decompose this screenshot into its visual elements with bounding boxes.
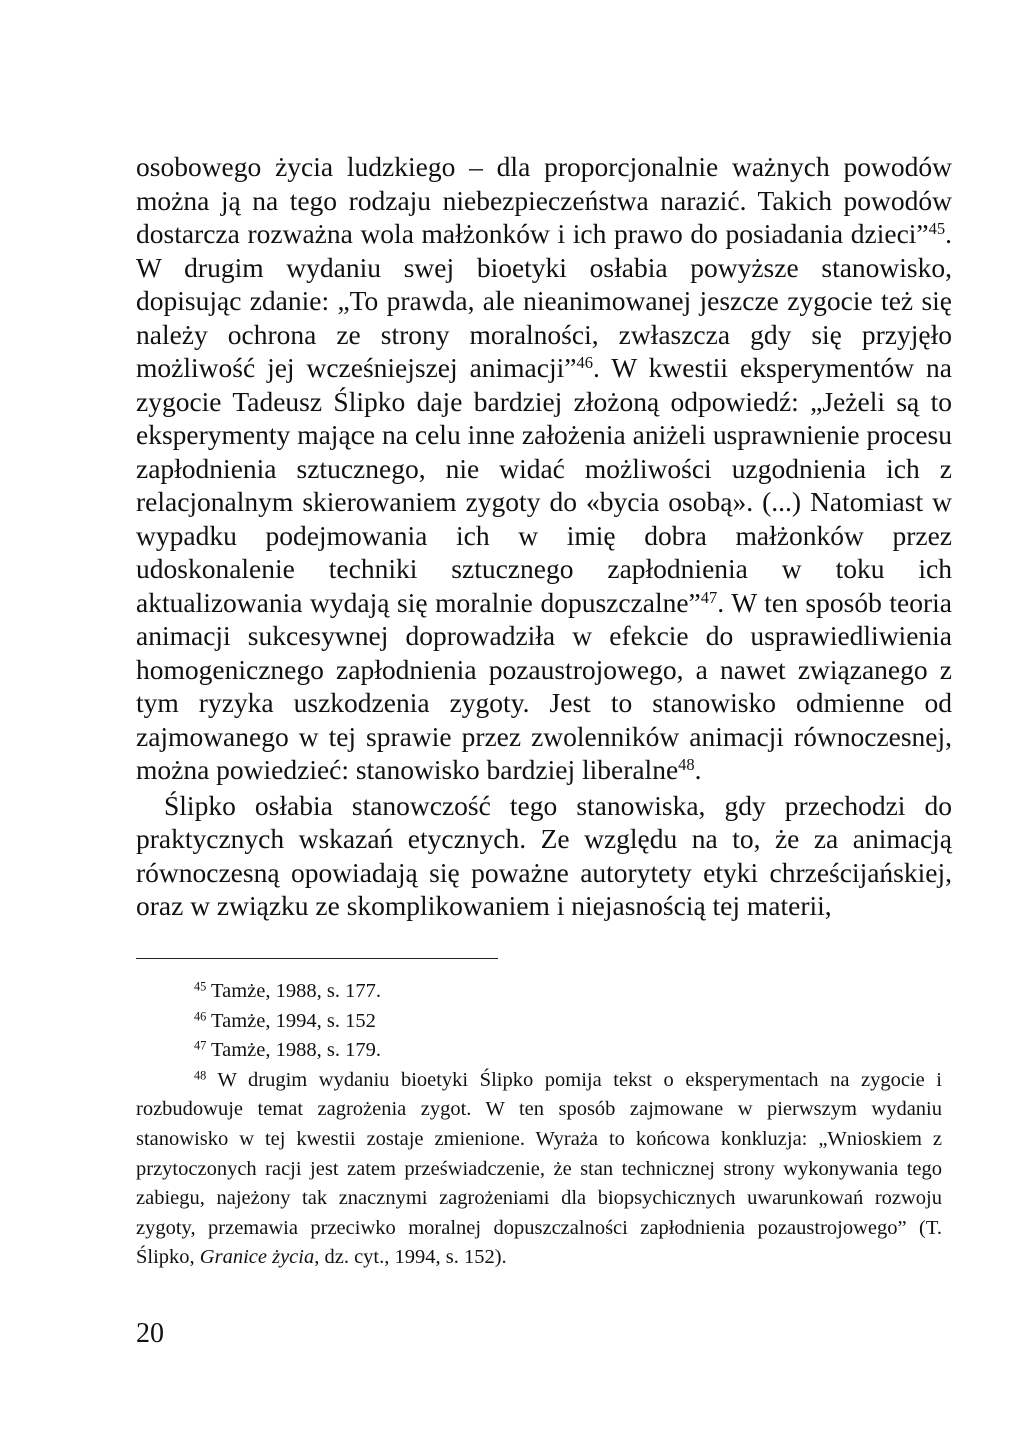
footnote-separator <box>136 958 498 959</box>
footnote-47 <box>136 1036 942 1066</box>
text-run: Ślipko osłabia stanowczość tego stanowiska, gdy przechodzi do praktycznych wskazań etycznych. Ze względu na to, że za animacją równoczesną opowiadają się poważne autorytety etyki chrześcijańskiej, oraz w związku ze skomplikowaniem i niejasnością tej materii, <box>136 789 952 921</box>
paragraph <box>136 150 952 787</box>
footnote-ref-47: 47 <box>700 587 718 607</box>
footnote-number: 48 <box>194 1068 207 1083</box>
text-run: . W kwestii eksperymentów na zygocie Tadeusz Ślipko daje bardziej złożoną odpowiedź: „Jeżeli są to eksperymenty mające na celu inne założenia aniżeli usprawnienie procesu zapłodnienia sztucznego, nie widać możliwości uzgodnienia ich z relacjonalnym skierowaniem zygoty do «bycia osobą». (...) Natomiast w wypadku podejmowania ich w imię dobra małżonków przez udoskonalenie techniki sztucznego zapłodnienia w toku ich aktualizowania wydają się moralnie dopuszczalne” <box>136 352 952 618</box>
footnote-number: 46 <box>194 1008 207 1023</box>
text-run: . <box>694 754 702 785</box>
footnote-46 <box>136 1007 942 1037</box>
footnote-number: 47 <box>194 1038 207 1053</box>
footnotes <box>136 977 942 1273</box>
text-run: . W ten sposób teoria animacji sukcesywnej doprowadziła w efekcie do usprawiedliwienia homogenicznego zapłodnienia pozaustrojowego, a nawet związanego z tym ryzyka uszkodzenia zygoty. Jest to stanowisko odmienne od zajmowanego w tej sprawie przez zwolenników animacji równoczesnej, można powiedzieć: stanowisko bardziej liberalne <box>136 586 953 785</box>
footnote-number: 45 <box>194 979 207 994</box>
footnote-48 <box>136 1066 942 1273</box>
footnote-ref-46: 46 <box>576 352 593 372</box>
footnote-ref-45: 45 <box>928 218 946 238</box>
book-title: Granice życia <box>199 1246 315 1269</box>
footnote-text: , dz. cyt., 1994, s. 152). <box>314 1246 507 1269</box>
paragraph <box>136 789 952 923</box>
footnote-text: Tamże, 1994, s. 152 <box>206 1009 376 1032</box>
footnote-text: Tamże, 1988, s. 177. <box>206 980 381 1002</box>
footnote-45 <box>136 977 942 1007</box>
footnote-text: Tamże, 1988, s. 179. <box>206 1039 381 1062</box>
text-run: . W drugim wydaniu swej bioetyki osłabia powyższe stanowisko, dopisując zdanie: „To prawda, ale nieanimowanej jeszcze zygocie też się należy ochrona ze strony moralności, zwłaszcza gdy się przyjęło możliwość jej wcześniejszej animacji” <box>136 218 952 383</box>
text-run: osobowego życia ludzkiego – dla proporcjonalnie ważnych powodów można ją na tego rodzaju niebezpieczeństwa narazić. Takich powodów dostarcza rozważna wola małżonków i ich prawo do posiadania dzieci” <box>136 151 952 249</box>
main-text <box>136 150 952 923</box>
footnote-ref-48: 48 <box>678 754 695 774</box>
page-number: 20 <box>136 1318 164 1349</box>
footnote-text: W drugim wydaniu bioetyki Ślipko pomija tekst o eksperymentach na zygocie i rozbudowuje temat zagrożenia zygot. W ten sposób zajmowane w pierwszym wydaniu stanowisko w tej kwestii zostaje zmienione. Wyraża to końcowa konkluzja: „Wnioskiem z przytoczonych racji jest zatem przeświadczenie, że stan technicznej strony wykonywania tego zabiegu, najeżony tak znacznymi zagrożeniami dla biopsychicznych uwarunkowań rozwoju zygoty, przemawia przeciwko moralnej dopuszczalności zapłodnienia pozaustrojowego” (T. Ślipko, <box>136 1068 942 1269</box>
